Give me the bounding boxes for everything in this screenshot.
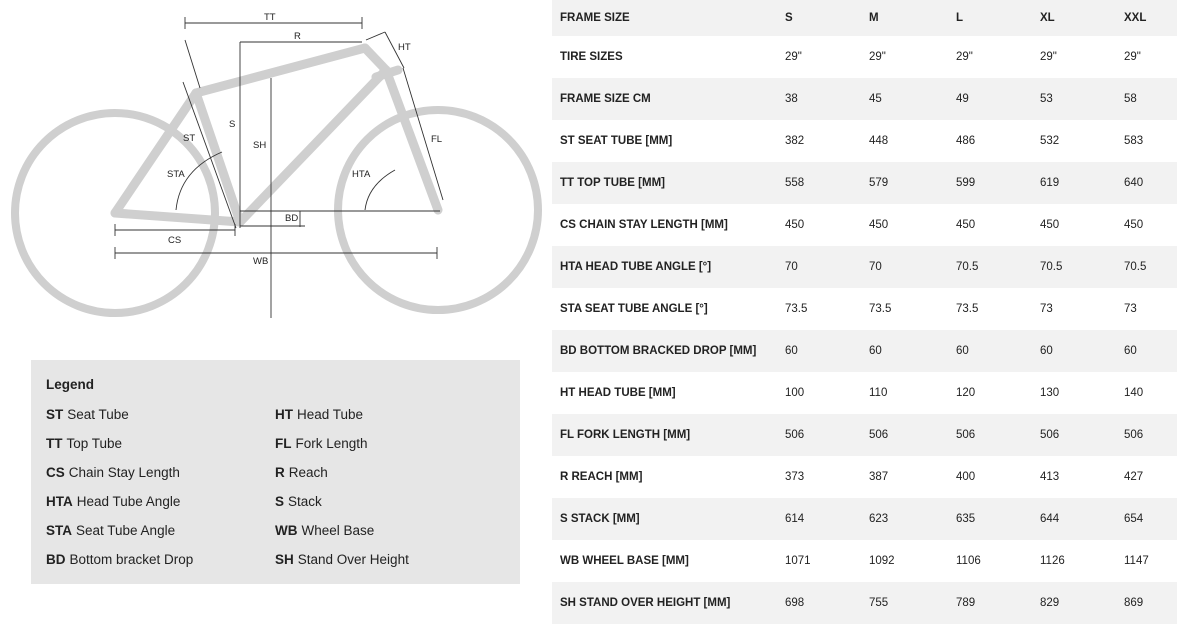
header-cell: S: [785, 0, 869, 36]
value-cell: 38: [785, 78, 869, 120]
legend-item: [46, 429, 275, 458]
value-cell: 60: [1040, 330, 1124, 372]
legend-item: [275, 545, 504, 574]
legend-text: Reach: [288, 465, 328, 480]
value-cell: 70: [785, 246, 869, 288]
value-cell: 869: [1124, 582, 1177, 624]
row-label-cell: HTA HEAD TUBE ANGLE [°]: [552, 246, 785, 288]
value-cell: 73: [1124, 288, 1177, 330]
legend-item: [275, 400, 504, 429]
legend-abbr: ST: [46, 407, 64, 422]
table-header-row: [552, 0, 1177, 36]
value-cell: 1147: [1124, 540, 1177, 582]
legend-text: Fork Length: [295, 436, 368, 451]
table-row: [552, 36, 1177, 78]
row-label-cell: WB WHEEL BASE [MM]: [552, 540, 785, 582]
table-row: [552, 540, 1177, 582]
value-cell: 789: [956, 582, 1040, 624]
label-sta: STA: [167, 169, 185, 180]
value-cell: 120: [956, 372, 1040, 414]
table-row: [552, 372, 1177, 414]
row-label-cell: TT TOP TUBE [MM]: [552, 162, 785, 204]
legend-text: Stack: [288, 494, 322, 509]
label-ht: HT: [398, 42, 411, 53]
value-cell: 49: [956, 78, 1040, 120]
legend-abbr: STA: [46, 523, 72, 538]
value-cell: 58: [1124, 78, 1177, 120]
value-cell: 60: [869, 330, 956, 372]
value-cell: 1071: [785, 540, 869, 582]
value-cell: 387: [869, 456, 956, 498]
value-cell: 654: [1124, 498, 1177, 540]
label-sh: SH: [253, 140, 267, 151]
legend-panel: [31, 360, 520, 584]
value-cell: 450: [785, 204, 869, 246]
legend-text: Bottom bracket Drop: [69, 552, 194, 567]
row-label-cell: TIRE SIZES: [552, 36, 785, 78]
row-label-cell: HT HEAD TUBE [MM]: [552, 372, 785, 414]
row-label-cell: ST SEAT TUBE [MM]: [552, 120, 785, 162]
legend-abbr: WB: [275, 523, 298, 538]
value-cell: 60: [956, 330, 1040, 372]
value-cell: 70.5: [956, 246, 1040, 288]
value-cell: 640: [1124, 162, 1177, 204]
value-cell: 506: [785, 414, 869, 456]
legend-text: Top Tube: [66, 436, 123, 451]
label-wb: WB: [253, 256, 269, 267]
value-cell: 450: [956, 204, 1040, 246]
value-cell: 755: [869, 582, 956, 624]
table-row: [552, 120, 1177, 162]
value-cell: 1106: [956, 540, 1040, 582]
value-cell: 60: [785, 330, 869, 372]
value-cell: 450: [1040, 204, 1124, 246]
value-cell: 583: [1124, 120, 1177, 162]
header-cell: FRAME SIZE: [552, 0, 785, 36]
value-cell: 73: [1040, 288, 1124, 330]
value-cell: 110: [869, 372, 956, 414]
value-cell: 1126: [1040, 540, 1124, 582]
value-cell: 506: [1040, 414, 1124, 456]
legend-abbr: SH: [275, 552, 294, 567]
legend-grid: [46, 400, 520, 574]
header-cell: M: [869, 0, 956, 36]
table-row: [552, 456, 1177, 498]
value-cell: 140: [1124, 372, 1177, 414]
row-label-cell: STA SEAT TUBE ANGLE [°]: [552, 288, 785, 330]
value-cell: 29": [1040, 36, 1124, 78]
legend-text: Seat Tube: [67, 407, 129, 422]
value-cell: 450: [1124, 204, 1177, 246]
value-cell: 73.5: [869, 288, 956, 330]
value-cell: 70.5: [1040, 246, 1124, 288]
table-row: [552, 246, 1177, 288]
label-st: ST: [183, 133, 196, 144]
legend-item: [275, 516, 504, 545]
table-row: [552, 582, 1177, 624]
legend-abbr: TT: [46, 436, 63, 451]
table-row: [552, 498, 1177, 540]
label-hta: HTA: [352, 169, 371, 180]
value-cell: 829: [1040, 582, 1124, 624]
value-cell: 506: [956, 414, 1040, 456]
value-cell: 623: [869, 498, 956, 540]
row-label-cell: FL FORK LENGTH [MM]: [552, 414, 785, 456]
legend-abbr: R: [275, 465, 285, 480]
legend-item: [46, 545, 275, 574]
label-cs: CS: [168, 235, 182, 246]
value-cell: 486: [956, 120, 1040, 162]
value-cell: 448: [869, 120, 956, 162]
legend-item: [46, 487, 275, 516]
row-label-cell: CS CHAIN STAY LENGTH [MM]: [552, 204, 785, 246]
legend-title: Legend: [46, 377, 95, 392]
row-label-cell: S STACK [MM]: [552, 498, 785, 540]
value-cell: 532: [1040, 120, 1124, 162]
label-bd: BD: [285, 213, 299, 224]
value-cell: 45: [869, 78, 956, 120]
legend-abbr: BD: [46, 552, 66, 567]
dimension-lines: [115, 17, 443, 318]
legend-text: Chain Stay Length: [68, 465, 180, 480]
value-cell: 635: [956, 498, 1040, 540]
legend-text: Seat Tube Angle: [76, 523, 176, 538]
value-cell: 1092: [869, 540, 956, 582]
table-row: [552, 330, 1177, 372]
table-row: [552, 288, 1177, 330]
legend-text: Head Tube: [297, 407, 364, 422]
value-cell: 29": [1124, 36, 1177, 78]
table-row: [552, 204, 1177, 246]
legend-item: [275, 429, 504, 458]
value-cell: 427: [1124, 456, 1177, 498]
value-cell: 100: [785, 372, 869, 414]
value-cell: 53: [1040, 78, 1124, 120]
bike-frame: [115, 48, 438, 222]
legend-abbr: HT: [275, 407, 293, 422]
legend-abbr: FL: [275, 436, 292, 451]
label-s: S: [229, 119, 236, 130]
value-cell: 506: [869, 414, 956, 456]
row-label-cell: R REACH [MM]: [552, 456, 785, 498]
header-cell: XL: [1040, 0, 1124, 36]
value-cell: 373: [785, 456, 869, 498]
label-r: R: [294, 31, 301, 42]
row-label-cell: FRAME SIZE CM: [552, 78, 785, 120]
geometry-table-body: [552, 0, 1177, 624]
value-cell: 579: [869, 162, 956, 204]
value-cell: 619: [1040, 162, 1124, 204]
value-cell: 382: [785, 120, 869, 162]
value-cell: 599: [956, 162, 1040, 204]
legend-item: [46, 516, 275, 545]
value-cell: 413: [1040, 456, 1124, 498]
legend-text: Stand Over Height: [297, 552, 409, 567]
value-cell: 29": [956, 36, 1040, 78]
legend-text: Wheel Base: [301, 523, 375, 538]
legend-item: [46, 400, 275, 429]
value-cell: 70: [869, 246, 956, 288]
table-row: [552, 162, 1177, 204]
legend-item: [46, 458, 275, 487]
label-tt: TT: [264, 12, 276, 23]
value-cell: 698: [785, 582, 869, 624]
value-cell: 70.5: [1124, 246, 1177, 288]
label-fl: FL: [431, 134, 443, 145]
legend-item: [275, 458, 504, 487]
value-cell: 130: [1040, 372, 1124, 414]
legend-abbr: CS: [46, 465, 65, 480]
header-cell: L: [956, 0, 1040, 36]
value-cell: 60: [1124, 330, 1177, 372]
table-row: [552, 78, 1177, 120]
value-cell: 558: [785, 162, 869, 204]
value-cell: 400: [956, 456, 1040, 498]
geometry-table: [552, 0, 1177, 624]
row-label-cell: SH STAND OVER HEIGHT [MM]: [552, 582, 785, 624]
value-cell: 73.5: [956, 288, 1040, 330]
value-cell: 73.5: [785, 288, 869, 330]
value-cell: 506: [1124, 414, 1177, 456]
value-cell: 644: [1040, 498, 1124, 540]
value-cell: 614: [785, 498, 869, 540]
value-cell: 450: [869, 204, 956, 246]
legend-abbr: S: [275, 494, 285, 509]
value-cell: 29": [785, 36, 869, 78]
value-cell: 29": [869, 36, 956, 78]
bike-geometry-diagram: [0, 0, 545, 345]
legend-abbr: HTA: [46, 494, 73, 509]
legend-item: [275, 487, 504, 516]
legend-text: Head Tube Angle: [76, 494, 181, 509]
header-cell: XXL: [1124, 0, 1177, 36]
row-label-cell: BD BOTTOM BRACKED DROP [MM]: [552, 330, 785, 372]
table-row: [552, 414, 1177, 456]
